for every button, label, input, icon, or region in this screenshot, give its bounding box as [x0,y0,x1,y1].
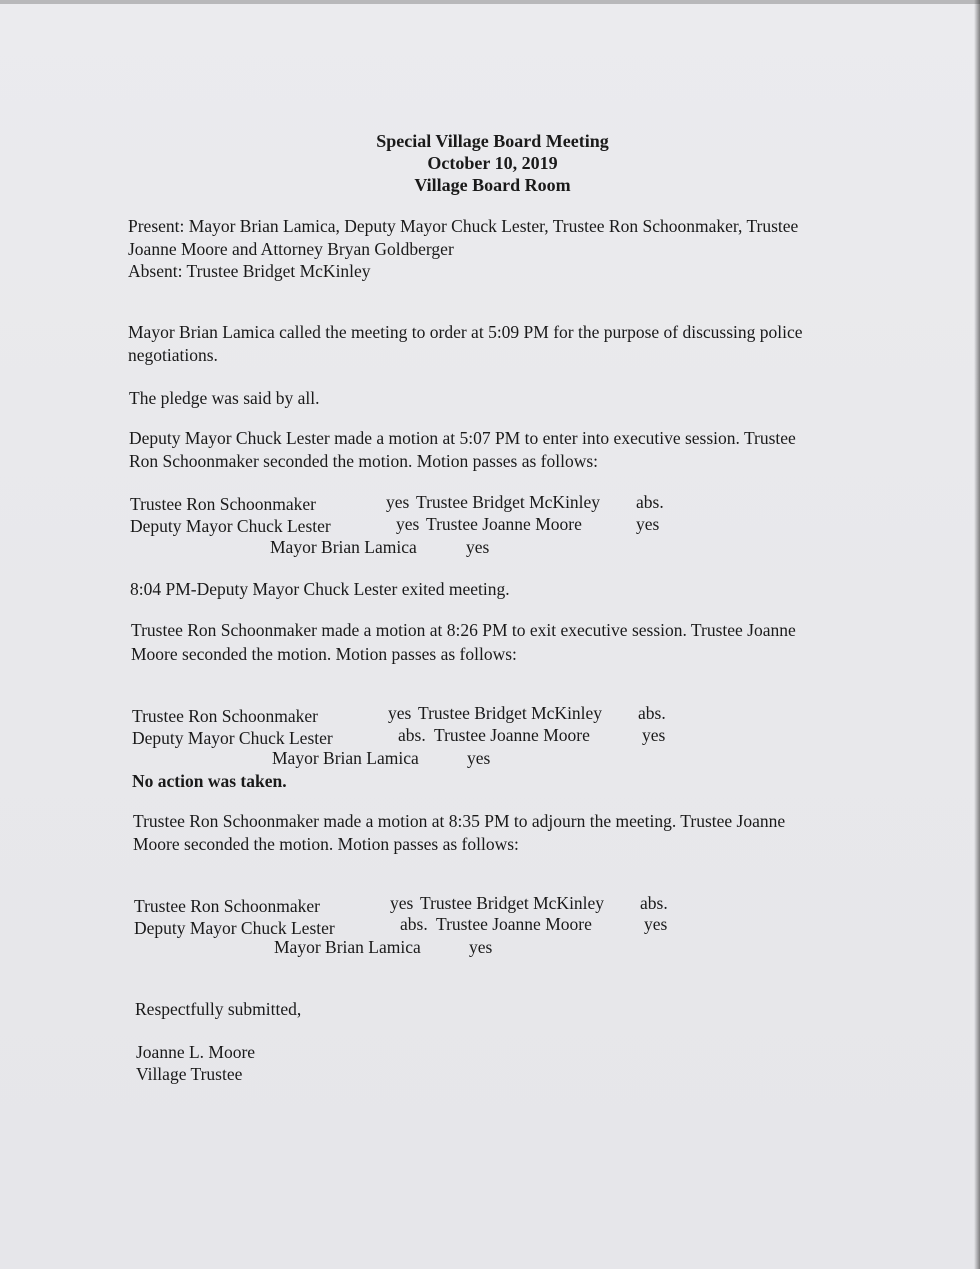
vote-value: yes [390,893,414,913]
vote-name: Trustee Bridget McKinley [416,492,601,512]
vote-value: abs. [636,492,664,512]
vote-name: Deputy Mayor Chuck Lester [132,728,333,748]
vote-value: yes [396,514,420,534]
exit-note: 8:04 PM-Deputy Mayor Chuck Lester exited meeting. [130,579,510,599]
motion1-line-1: Deputy Mayor Chuck Lester made a motion at 5:07 PM to enter into executive session. Trustee [129,428,796,448]
motion2-line-2: Moore seconded the motion. Motion passes as follows: [131,644,517,664]
vote-name: Mayor Brian Lamica [272,748,419,768]
vote-value: yes [388,703,412,723]
vote-value: abs. [398,725,426,745]
vote-name: Trustee Joanne Moore [426,514,582,534]
vote-name: Mayor Brian Lamica [270,537,417,557]
pledge-line: The pledge was said by all. [129,388,320,408]
vote-name: Trustee Ron Schoonmaker [134,896,321,916]
vote-value: yes [642,725,666,745]
present-line-1: Present: Mayor Brian Lamica, Deputy Mayor Chuck Lester, Trustee Ron Schoonmaker, Trustee [128,216,799,236]
vote-value: yes [636,514,660,534]
vote-value: yes [469,937,493,957]
vote-value: yes [467,748,491,768]
vote-name: Deputy Mayor Chuck Lester [130,516,331,536]
scan-edge-top [0,0,980,4]
vote-name: Trustee Joanne Moore [436,914,592,934]
vote-name: Mayor Brian Lamica [274,937,421,957]
vote-name: Trustee Bridget McKinley [420,893,605,913]
vote-value: yes [386,492,410,512]
present-line-2: Joanne Moore and Attorney Bryan Goldberger [128,239,454,259]
signer-name: Joanne L. Moore [136,1042,256,1062]
signer-title: Village Trustee [136,1064,243,1084]
vote-name: Trustee Joanne Moore [434,725,590,745]
call-to-order-line-1: Mayor Brian Lamica called the meeting to order at 5:09 PM for the purpose of discussing police [128,322,803,342]
vote-value: abs. [400,914,428,934]
vote-name: Trustee Ron Schoonmaker [132,706,319,726]
motion2-line-1: Trustee Ron Schoonmaker made a motion at 8:26 PM to exit executive session. Trustee Joanne [131,620,796,640]
motion3-line-1: Trustee Ron Schoonmaker made a motion at 8:35 PM to adjourn the meeting. Trustee Joanne [133,811,786,831]
absent-line: Absent: Trustee Bridget McKinley [128,261,371,281]
vote-name: Trustee Ron Schoonmaker [130,494,317,514]
vote-value: abs. [638,703,666,723]
vote-value: yes [466,537,490,557]
vote-value: yes [644,914,668,934]
motion3-line-2: Moore seconded the motion. Motion passes as follows: [133,834,519,854]
closing-salutation: Respectfully submitted, [135,999,302,1019]
no-action-note: No action was taken. [132,771,287,791]
vote-name: Trustee Bridget McKinley [418,703,603,723]
call-to-order-line-2: negotiations. [128,345,218,365]
meeting-location: Village Board Room [414,175,571,195]
meeting-date: October 10, 2019 [427,153,558,173]
vote-name: Deputy Mayor Chuck Lester [134,918,335,938]
document-title: Special Village Board Meeting [376,131,609,151]
vote-value: abs. [640,893,668,913]
motion1-line-2: Ron Schoonmaker seconded the motion. Motion passes as follows: [129,451,599,471]
